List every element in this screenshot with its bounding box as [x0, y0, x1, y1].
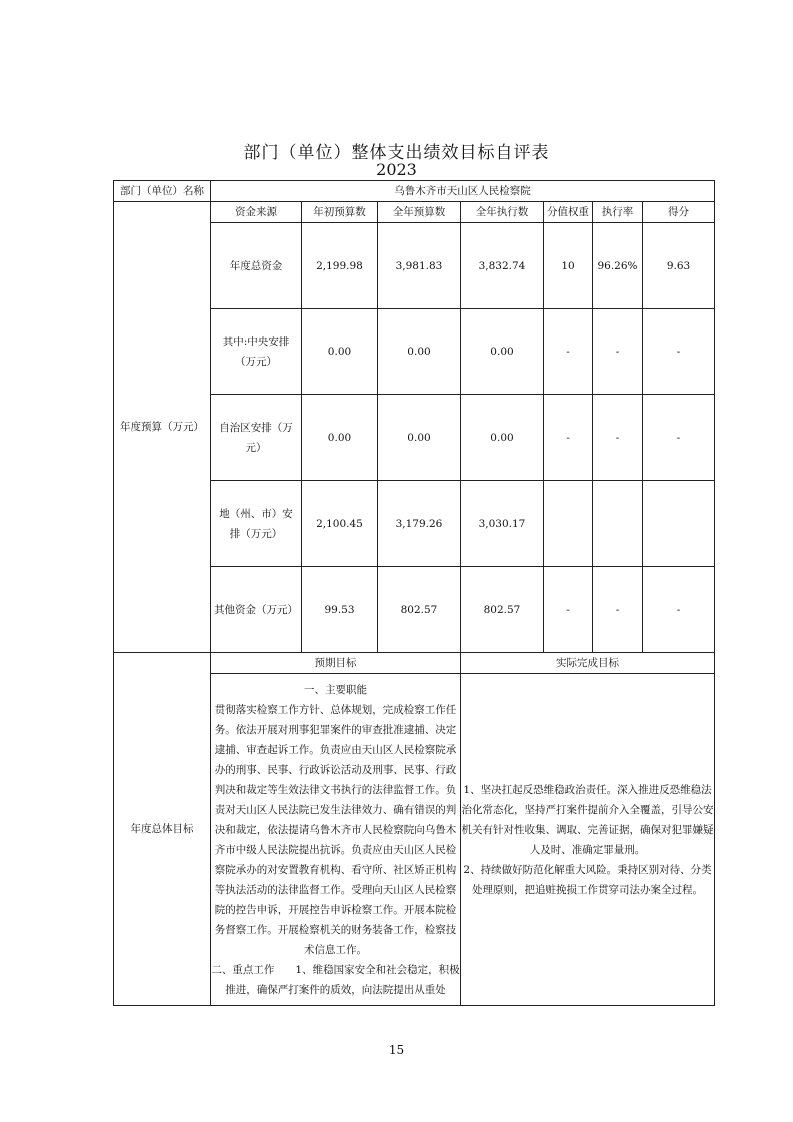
expected-paragraph: 二、重点工作 1、维稳国家安全和社会稳定，积极推进，确保严打案件的质效，向法院提出从重处: [211, 963, 460, 996]
row-weight: -: [544, 395, 593, 481]
row-annual: 3,981.83: [378, 223, 461, 309]
row-executed: 0.00: [461, 309, 544, 395]
actual-paragraph: 2、持续做好防范化解重大风险。秉持区别对待、分类处理原则，把追赃挽损工作贯穿司法办案全过程。: [463, 863, 712, 896]
row-rate: [593, 481, 643, 567]
expected-goal-text: [211, 674, 461, 1006]
row-source: 年度总资金: [211, 223, 302, 309]
header-source: 资金来源: [211, 202, 302, 223]
row-executed: 0.00: [461, 395, 544, 481]
row-initial: 0.00: [302, 309, 378, 395]
row-score: [643, 481, 715, 567]
row-weight: -: [544, 567, 593, 653]
actual-paragraph: 1、坚决扛起反恐维稳政治责任。深入推进反恐维稳法治化常态化，坚持严打案件提前介入全覆盖，引导公安机关有针对性收集、调取、完善证据，确保对犯罪嫌疑人及时、准确定罪量刑。: [461, 783, 714, 856]
row-score: -: [643, 567, 715, 653]
row-score: 9.63: [643, 223, 715, 309]
header-weight: 分值权重: [544, 202, 593, 223]
row-weight: 10: [544, 223, 593, 309]
budget-section-label: 年度预算（万元）: [114, 202, 211, 653]
page-title: 部门（单位）整体支出绩效目标自评表: [243, 143, 550, 163]
page-number: 15: [388, 1043, 405, 1057]
row-weight: -: [544, 309, 593, 395]
expected-paragraph: 一、主要职能: [304, 683, 367, 696]
row-source: 其中:中央安排（万元）: [211, 309, 302, 395]
expected-paragraph: 贯彻落实检察工作方针、总体规划，完成检察工作任务。依法开展对刑事犯罪案件的审查批准逮捕、决定逮捕、审查起诉工作。负责应由天山区人民检察院承办的刑事、民事、行政诉讼活动及刑事、民事、行政判决和裁定等生效法律文书执行的法律监督工作。负责对天山区人民法院已发生法律效力、确有错误的判决和裁定，依法提请乌鲁木齐市人民检察院向乌鲁木齐市中级人民法院提出抗诉。负责应由天山区人民检察院承办的对安置教育机构、看守所、社区矫正机构等执法活动的法律监督工作。受理向天山区人民检察院的控告申诉，开展控告申诉检察工作。开展本院检务督察工作。开展检察机关的财务装备工作，检察技术信息工作。: [214, 703, 457, 956]
header-annual: 全年预算数: [378, 202, 461, 223]
header-executed: 全年执行数: [461, 202, 544, 223]
row-executed: 3,030.17: [461, 481, 544, 567]
performance-table: [113, 180, 715, 1006]
row-annual: 802.57: [378, 567, 461, 653]
row-score: -: [643, 395, 715, 481]
row-annual: 0.00: [378, 309, 461, 395]
header-score: 得分: [643, 202, 715, 223]
report-year: 2023: [376, 160, 417, 179]
actual-goal-header: 实际完成目标: [461, 653, 715, 674]
actual-goal-text: [461, 674, 715, 1006]
row-initial: 2,199.98: [302, 223, 378, 309]
row-source: 自治区安排（万元）: [211, 395, 302, 481]
expected-goal-header: 预期目标: [211, 653, 461, 674]
row-rate: -: [593, 309, 643, 395]
row-source: 地（州、市）安排（万元）: [211, 481, 302, 567]
row-rate: -: [593, 567, 643, 653]
dept-value: 乌鲁木齐市天山区人民检察院: [211, 181, 715, 202]
row-annual: 3,179.26: [378, 481, 461, 567]
row-initial: 0.00: [302, 395, 378, 481]
row-annual: 0.00: [378, 395, 461, 481]
row-initial: 2,100.45: [302, 481, 378, 567]
row-weight: [544, 481, 593, 567]
header-initial: 年初预算数: [302, 202, 378, 223]
goals-section-label: 年度总体目标: [114, 653, 211, 1006]
row-executed: 802.57: [461, 567, 544, 653]
row-source: 其他资金（万元）: [211, 567, 302, 653]
row-initial: 99.53: [302, 567, 378, 653]
row-rate: 96.26%: [593, 223, 643, 309]
row-score: -: [643, 309, 715, 395]
header-rate: 执行率: [593, 202, 643, 223]
row-rate: -: [593, 395, 643, 481]
row-executed: 3,832.74: [461, 223, 544, 309]
dept-label: 部门（单位）名称: [114, 181, 211, 202]
